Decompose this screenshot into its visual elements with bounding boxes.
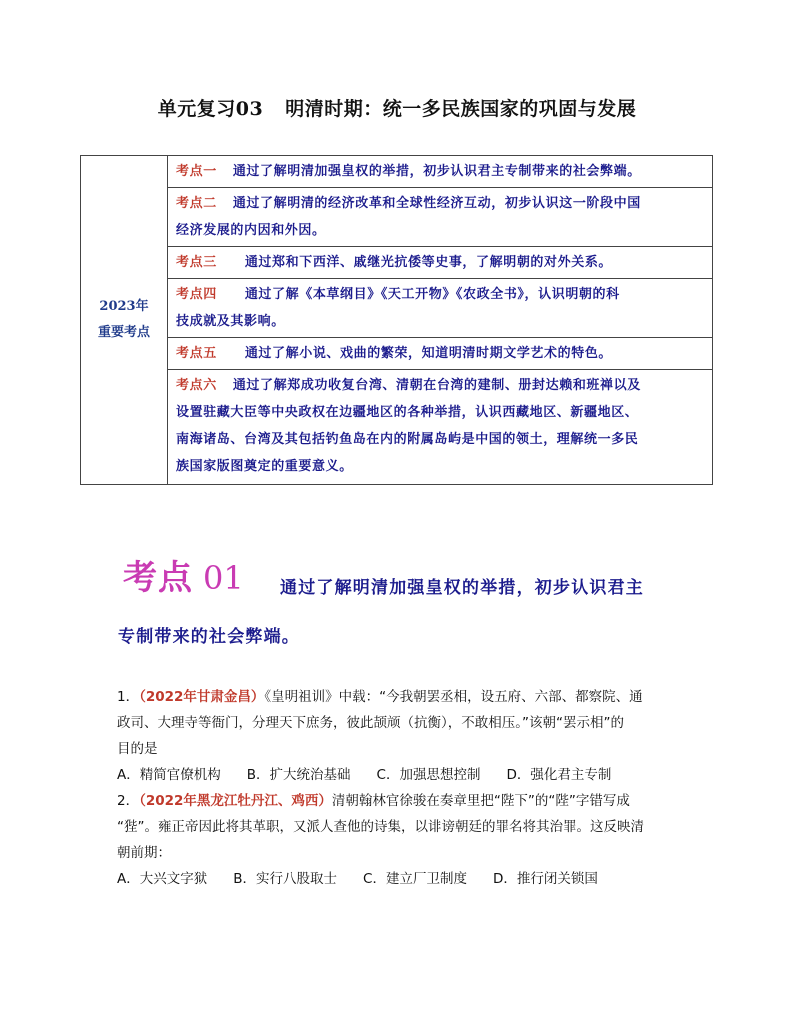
key-point-text: 通过了解明清的经济改革和全球性经济互动，初步认识这一阶段中国 xyxy=(232,196,641,211)
question-number: 1． xyxy=(117,689,140,705)
key-point-tag: 考点六 xyxy=(176,378,217,393)
title-part2: 明清时期：统一多民族国家的巩固与发展 xyxy=(285,98,637,120)
important-points-label: 重要考点 xyxy=(97,325,150,340)
section-heading xyxy=(123,550,244,599)
section-description-line2: 专制带来的社会弊端。 xyxy=(118,627,300,647)
key-point-row-6 xyxy=(168,370,713,485)
question-text: 《皇明祖训》中载：“今我朝罢丞相，设五府、六部、都察院、通 xyxy=(264,689,643,705)
question-text: 政司、大理寺等衙门，分理天下庶务，彼此颉颃（抗衡），不敢相压。”该朝“罢示相”的 xyxy=(117,715,624,731)
option-b[interactable]: B．扩大统治基础 xyxy=(246,767,351,783)
question-text: 朝前期： xyxy=(117,845,171,861)
key-point-text: 技成就及其影响。 xyxy=(176,314,285,329)
option-d[interactable]: D．推行闭关锁国 xyxy=(492,871,598,887)
section-word: 考点 xyxy=(123,558,193,598)
page-title xyxy=(0,94,794,121)
question-number: 2． xyxy=(117,793,140,809)
key-point-row-5 xyxy=(168,338,713,370)
option-a[interactable]: A．精简官僚机构 xyxy=(117,767,221,783)
key-point-row-2 xyxy=(168,188,713,247)
key-point-text: 南海诸岛、台湾及其包括钓鱼岛在内的附属岛屿是中国的领土，理解统一多民 xyxy=(176,432,639,447)
key-point-text: 经济发展的内因和外因。 xyxy=(176,223,326,238)
key-point-tag: 考点五 xyxy=(176,346,217,361)
key-point-tag: 考点四 xyxy=(176,287,217,302)
question-1 xyxy=(117,684,687,788)
key-point-text: 通过了解郑成功收复台湾、清朝在台湾的建制、册封达赖和班禅以及 xyxy=(232,378,641,393)
question-list xyxy=(117,684,687,892)
option-d[interactable]: D．强化君主专制 xyxy=(506,767,612,783)
year-label-cell xyxy=(81,156,168,485)
question-text: “狴”。雍正帝因此将其革职，又派人查他的诗集，以诽谤朝廷的罪名将其治罪。这反映清 xyxy=(117,819,644,835)
answer-options xyxy=(117,762,687,788)
key-point-row-1 xyxy=(168,156,713,188)
key-point-tag: 考点一 xyxy=(176,164,217,179)
section-number: 01 xyxy=(203,559,244,597)
question-source: （2022年黑龙江牡丹江、鸡西） xyxy=(139,793,332,809)
key-point-text: 设置驻藏大臣等中央政权在边疆地区的各种举措，认识西藏地区、新疆地区、 xyxy=(176,405,639,420)
title-part1: 单元复习03 xyxy=(157,98,264,120)
option-b[interactable]: B．实行八股取士 xyxy=(233,871,338,887)
key-point-row-3 xyxy=(168,247,713,279)
option-a[interactable]: A．大兴文字狱 xyxy=(117,871,208,887)
year-label: 2023年 xyxy=(99,299,149,314)
key-points-table xyxy=(80,155,713,485)
key-point-text: 族国家版图奠定的重要意义。 xyxy=(176,459,353,474)
key-point-text: 通过郑和下西洋、戚继光抗倭等史事，了解明朝的对外关系。 xyxy=(244,255,613,270)
key-point-row-4 xyxy=(168,279,713,338)
question-text: 目的是 xyxy=(117,741,158,757)
question-text: 清朝翰林官徐骏在奏章里把“陛下”的“陛”字错写成 xyxy=(331,793,630,809)
option-c[interactable]: C．加强思想控制 xyxy=(376,767,481,783)
key-point-text: 通过了解小说、戏曲的繁荣，知道明清时期文学艺术的特色。 xyxy=(244,346,613,361)
key-point-tag: 考点三 xyxy=(176,255,217,270)
key-point-text: 通过了解明清加强皇权的举措，初步认识君主专制带来的社会弊端。 xyxy=(232,164,641,179)
option-c[interactable]: C．建立厂卫制度 xyxy=(363,871,467,887)
answer-options xyxy=(117,866,687,892)
key-point-tag: 考点二 xyxy=(176,196,217,211)
key-point-text: 通过了解《本草纲目》《天工开物》《农政全书》，认识明朝的科 xyxy=(244,287,620,302)
question-2 xyxy=(117,788,687,892)
question-source: （2022年甘肃金昌） xyxy=(139,689,265,705)
section-description-line1: 通过了解明清加强皇权的举措，初步认识君主 xyxy=(280,578,644,598)
